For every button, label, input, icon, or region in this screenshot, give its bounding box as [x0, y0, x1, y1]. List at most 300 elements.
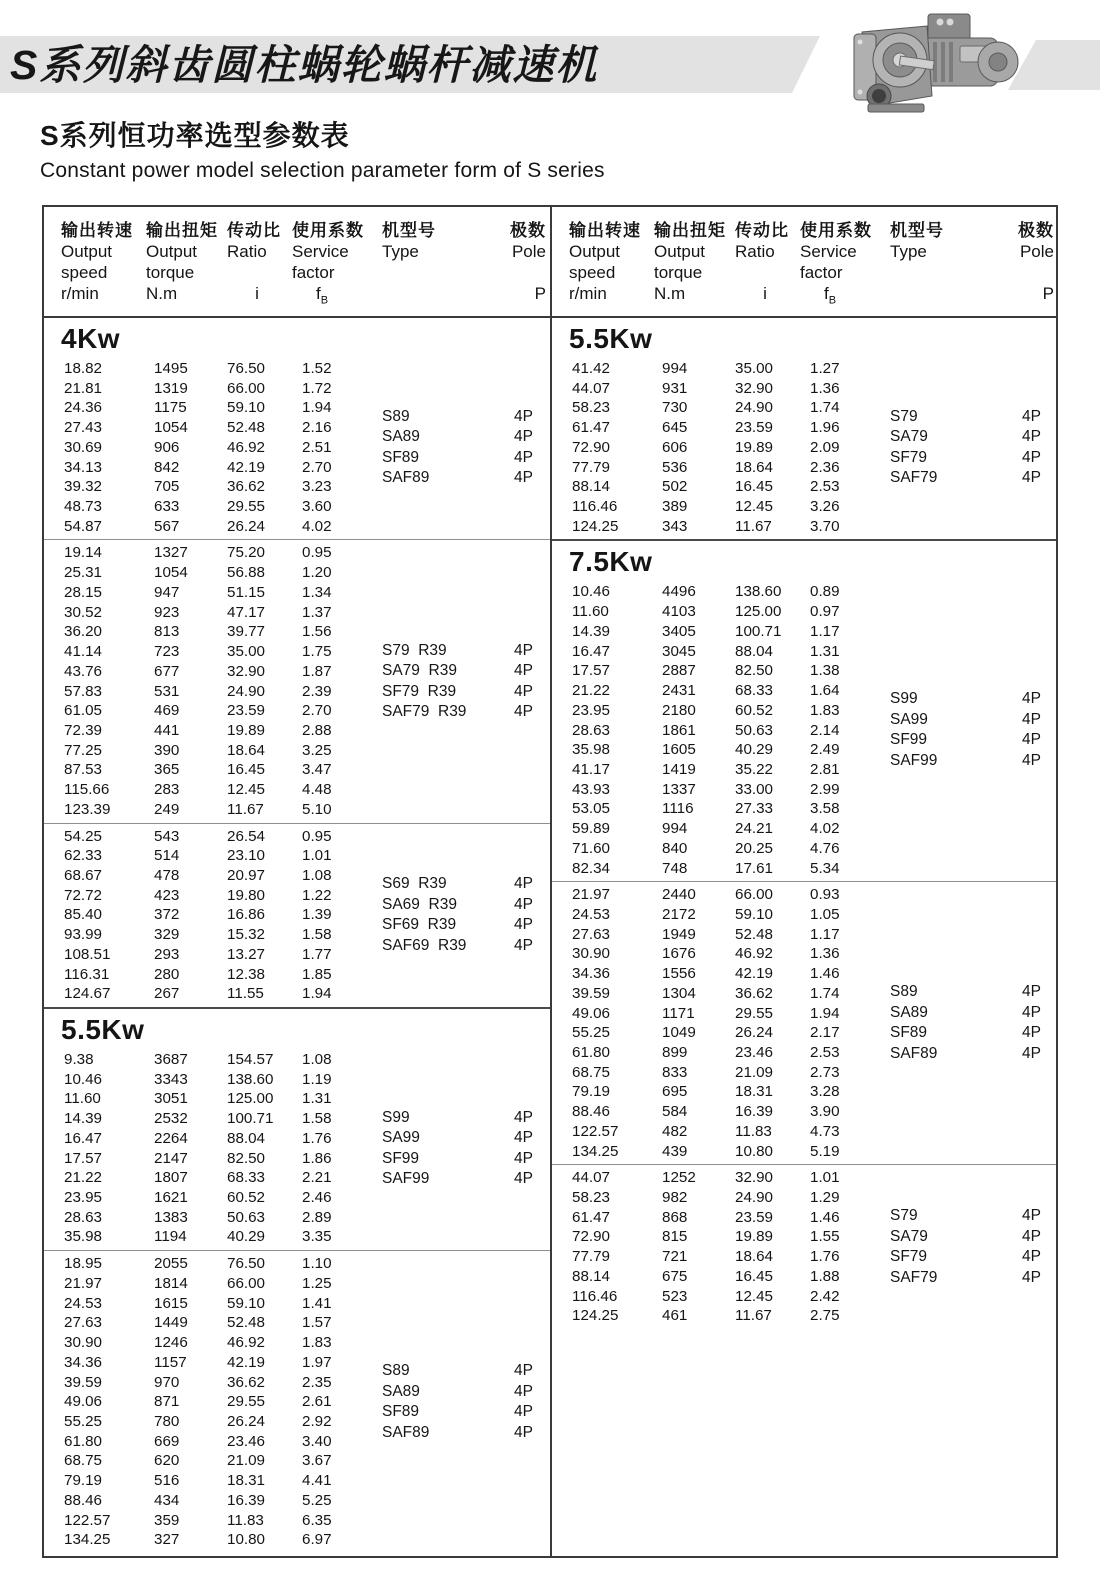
cell-output-speed: 59.89 [572, 820, 611, 838]
table-row [44, 1294, 550, 1314]
cell-output-torque: 584 [662, 1103, 688, 1121]
table-row [44, 1333, 550, 1353]
type-pole: 4P [1022, 428, 1041, 446]
data-block [44, 539, 550, 822]
type-model: S89 [382, 1362, 410, 1380]
cell-service-factor: 4.02 [302, 517, 332, 535]
cell-ratio: 16.45 [735, 478, 774, 496]
cell-output-speed: 21.81 [64, 379, 103, 397]
cell-service-factor: 0.89 [810, 583, 840, 601]
cell-ratio: 26.54 [227, 827, 266, 845]
data-block [552, 1164, 1056, 1329]
cell-service-factor: 2.49 [810, 741, 840, 759]
cell-service-factor: 4.76 [810, 839, 840, 857]
cell-output-torque: 283 [154, 781, 180, 799]
header-en2 [978, 262, 1054, 283]
cell-output-speed: 61.47 [572, 1208, 611, 1226]
type-pole: 4P [514, 469, 533, 487]
table-row [44, 760, 550, 780]
cell-service-factor: 5.25 [302, 1491, 332, 1509]
cell-output-torque: 2264 [154, 1129, 188, 1147]
cell-output-speed: 48.73 [64, 498, 103, 516]
cell-ratio: 32.90 [735, 1169, 774, 1187]
cell-output-speed: 44.07 [572, 1169, 611, 1187]
cell-output-speed: 54.25 [64, 827, 103, 845]
cell-output-speed: 58.23 [572, 399, 611, 417]
table-row [44, 721, 550, 741]
type-pole: 4P [1022, 1003, 1041, 1021]
type-group [890, 1206, 1054, 1288]
table-row [44, 1313, 550, 1333]
table-row [552, 661, 1056, 681]
type-row [890, 751, 1054, 772]
power-label: 5.5Kw [569, 323, 653, 354]
type-model: S89 [382, 407, 410, 425]
cell-output-torque: 1157 [154, 1353, 187, 1371]
cell-service-factor: 0.97 [810, 603, 840, 621]
cell-output-speed: 68.75 [64, 1452, 103, 1470]
table-row [552, 1063, 1056, 1083]
type-row [890, 1268, 1054, 1289]
cell-service-factor: 1.19 [302, 1070, 332, 1088]
cell-ratio: 82.50 [735, 662, 774, 680]
cell-service-factor: 1.55 [810, 1228, 840, 1246]
cell-output-torque: 3045 [662, 642, 696, 660]
header-unit [382, 283, 436, 304]
table-row [44, 603, 550, 623]
cell-service-factor: 3.40 [302, 1432, 332, 1450]
table-row [44, 800, 550, 820]
cell-ratio: 125.00 [735, 603, 782, 621]
cell-output-torque: 390 [154, 741, 180, 759]
cell-ratio: 29.55 [227, 1393, 266, 1411]
table-row [552, 885, 1056, 905]
cell-service-factor: 2.53 [810, 478, 840, 496]
cell-ratio: 88.04 [227, 1129, 266, 1147]
cell-ratio: 125.00 [227, 1090, 274, 1108]
cell-ratio: 23.59 [735, 419, 774, 437]
cell-ratio: 20.97 [227, 866, 266, 884]
cell-output-speed: 55.25 [64, 1412, 103, 1430]
header-unit: N.m [654, 284, 686, 303]
cell-output-torque: 1556 [662, 965, 696, 983]
cell-service-factor: 3.60 [302, 498, 332, 516]
cell-output-speed: 88.14 [572, 478, 611, 496]
cell-ratio: 11.83 [227, 1511, 264, 1529]
cell-output-torque: 645 [662, 419, 688, 437]
type-row [382, 895, 546, 916]
cell-output-speed: 77.79 [572, 1248, 611, 1266]
header-unit: r/min [61, 284, 99, 303]
header-en1: Output [146, 242, 198, 261]
cell-service-factor: 3.70 [810, 517, 840, 535]
cell-output-torque: 536 [662, 458, 688, 476]
table-row [552, 964, 1056, 984]
cell-service-factor: 2.42 [810, 1287, 840, 1305]
type-pole: 4P [514, 1403, 533, 1421]
cell-service-factor: 2.75 [810, 1307, 840, 1325]
cell-service-factor: 2.09 [810, 438, 840, 456]
cell-output-speed: 28.63 [572, 721, 611, 739]
header-en2 [735, 262, 809, 283]
cell-output-torque: 1861 [662, 721, 696, 739]
cell-output-torque: 1337 [662, 780, 696, 798]
table-row [44, 1070, 550, 1090]
cell-ratio: 24.90 [735, 1189, 774, 1207]
header-en1: Ratio [735, 242, 775, 261]
cell-service-factor: 3.26 [810, 498, 840, 516]
cell-ratio: 11.55 [227, 985, 264, 1003]
table-right-half [552, 207, 1056, 1556]
type-model: SF99 [890, 731, 928, 749]
cell-output-speed: 108.51 [64, 945, 111, 963]
cell-output-torque: 280 [154, 965, 180, 983]
header-zh: 使用系数 [292, 221, 364, 240]
cell-ratio: 16.45 [735, 1267, 774, 1285]
table-row [552, 1188, 1056, 1208]
cell-ratio: 24.21 [735, 820, 774, 838]
cell-service-factor: 5.19 [810, 1142, 840, 1160]
header-unit: r/min [569, 284, 607, 303]
power-section-5.5kw [552, 318, 1056, 539]
type-model: SA79 R39 [382, 662, 457, 679]
cell-output-torque: 3051 [154, 1090, 188, 1108]
cell-service-factor: 1.36 [810, 945, 840, 963]
type-group [382, 1108, 546, 1190]
cell-service-factor: 1.96 [810, 419, 840, 437]
cell-output-torque: 899 [662, 1044, 688, 1061]
cell-service-factor: 2.70 [302, 458, 332, 476]
table-row [44, 517, 550, 537]
cell-ratio: 29.55 [227, 498, 266, 516]
cell-output-torque: 1304 [662, 984, 696, 1002]
table-row [44, 1274, 550, 1294]
cell-ratio: 26.24 [227, 517, 266, 535]
type-group [382, 407, 546, 489]
cell-output-torque: 1049 [662, 1024, 696, 1042]
cell-output-speed: 14.39 [64, 1110, 103, 1128]
cell-ratio: 35.00 [227, 643, 266, 661]
table-row [44, 543, 550, 563]
cell-output-torque: 730 [662, 399, 688, 417]
cell-ratio: 60.52 [227, 1189, 266, 1207]
cell-output-speed: 43.76 [64, 662, 103, 680]
cell-service-factor: 3.25 [302, 741, 332, 759]
cell-output-speed: 124.25 [572, 517, 619, 535]
cell-output-speed: 55.25 [572, 1024, 611, 1042]
type-model: SF79 R39 [382, 682, 457, 700]
cell-output-speed: 61.05 [64, 702, 103, 720]
header-zh: 极数 [1018, 221, 1054, 240]
cell-output-speed: 116.46 [572, 1287, 618, 1305]
cell-output-speed: 30.52 [64, 603, 103, 621]
cell-ratio: 35.22 [735, 760, 774, 778]
header-en1: Output [569, 242, 621, 261]
cell-ratio: 40.29 [735, 741, 774, 759]
type-pole: 4P [1022, 710, 1041, 728]
cell-output-torque: 620 [154, 1452, 180, 1470]
cell-ratio: 18.64 [735, 1248, 774, 1266]
cell-service-factor: 2.16 [302, 419, 332, 437]
header-en2: torque [146, 263, 195, 282]
type-row [890, 730, 1054, 751]
cell-service-factor: 4.02 [810, 820, 840, 838]
cell-output-torque: 543 [154, 827, 180, 845]
cell-output-speed: 34.36 [64, 1353, 103, 1371]
cell-output-speed: 21.22 [64, 1169, 103, 1187]
header-col-ratio [735, 220, 809, 304]
header-zh: 输出转速 [569, 221, 641, 240]
cell-ratio: 23.46 [227, 1432, 266, 1450]
header-en1: Output [61, 242, 113, 261]
cell-ratio: 18.64 [735, 458, 774, 476]
cell-output-torque: 606 [662, 438, 688, 456]
cell-service-factor: 1.94 [302, 399, 332, 417]
cell-service-factor: 5.34 [810, 859, 840, 877]
table-row [44, 741, 550, 761]
cell-output-speed: 87.53 [64, 761, 103, 779]
cell-service-factor: 3.58 [810, 800, 840, 818]
type-row [890, 1227, 1054, 1248]
cell-output-speed: 122.57 [64, 1511, 111, 1529]
cell-service-factor: 1.01 [810, 1169, 840, 1187]
cell-output-torque: 3687 [154, 1051, 188, 1068]
type-row [382, 1382, 546, 1403]
type-model: SAF99 [382, 1170, 430, 1188]
cell-output-torque: 516 [154, 1472, 180, 1490]
header-en1: Output [654, 242, 706, 261]
type-model: SAF79 [890, 469, 938, 487]
table-row [44, 1050, 550, 1070]
type-row [382, 468, 546, 489]
table-row [552, 944, 1056, 964]
cell-output-torque: 4496 [662, 583, 696, 601]
cell-output-torque: 1054 [154, 564, 188, 582]
cell-output-speed: 25.31 [64, 564, 103, 582]
cell-service-factor: 2.21 [302, 1169, 332, 1187]
type-row [382, 641, 546, 662]
cell-ratio: 12.45 [735, 1287, 774, 1305]
type-model: S79 R39 [382, 641, 447, 659]
cell-output-speed: 30.90 [572, 945, 611, 963]
cell-output-speed: 134.25 [572, 1142, 619, 1160]
cell-output-torque: 1194 [154, 1228, 187, 1246]
table-row [552, 1102, 1056, 1122]
header-zh: 传动比 [227, 221, 281, 240]
cell-output-torque: 1327 [154, 544, 188, 562]
cell-ratio: 13.27 [227, 945, 266, 963]
cell-output-speed: 72.72 [64, 886, 103, 904]
cell-output-torque: 359 [154, 1511, 180, 1529]
cell-service-factor: 2.89 [302, 1208, 332, 1226]
cell-output-torque: 669 [154, 1432, 180, 1450]
table-row [44, 379, 550, 399]
cell-ratio: 68.33 [735, 682, 774, 700]
cell-service-factor: 1.87 [302, 662, 332, 680]
cell-output-torque: 3405 [662, 622, 696, 640]
header-en2: factor [800, 263, 843, 282]
cell-output-speed: 79.19 [572, 1083, 611, 1101]
cell-ratio: 24.90 [227, 682, 266, 700]
cell-service-factor: 3.23 [302, 478, 332, 496]
type-model: S99 [890, 690, 918, 708]
cell-output-speed: 62.33 [64, 847, 103, 865]
header-col-ratio [227, 220, 301, 304]
cell-output-speed: 41.42 [572, 360, 611, 377]
cell-output-torque: 675 [662, 1267, 688, 1285]
cell-output-torque: 1383 [154, 1208, 188, 1226]
type-pole: 4P [514, 936, 533, 954]
cell-output-speed: 79.19 [64, 1472, 103, 1490]
cell-ratio: 20.25 [735, 839, 774, 857]
type-model: SF79 [890, 448, 928, 466]
cell-ratio: 11.67 [227, 800, 264, 818]
cell-ratio: 16.39 [735, 1103, 774, 1121]
data-block [44, 1250, 550, 1553]
table-row [44, 1089, 550, 1109]
cell-output-torque: 441 [154, 721, 180, 739]
type-pole: 4P [1022, 1248, 1041, 1266]
table-row [552, 379, 1056, 399]
cell-service-factor: 2.39 [302, 682, 332, 700]
cell-ratio: 59.10 [735, 905, 774, 923]
cell-ratio: 46.92 [227, 438, 266, 456]
page-heading [40, 114, 605, 183]
data-block [552, 881, 1056, 1164]
type-pole: 4P [1022, 407, 1041, 425]
power-label: 4Kw [61, 323, 121, 354]
type-group [890, 689, 1054, 771]
cell-output-torque: 868 [662, 1208, 688, 1226]
cell-output-speed: 49.06 [64, 1393, 103, 1411]
cell-output-speed: 54.87 [64, 517, 103, 535]
cell-output-torque: 721 [662, 1248, 688, 1266]
cell-service-factor: 4.73 [810, 1122, 840, 1140]
cell-service-factor: 1.37 [302, 603, 332, 621]
type-group [890, 982, 1054, 1064]
page-banner [0, 0, 1100, 130]
cell-output-speed: 41.14 [64, 643, 103, 661]
cell-output-speed: 61.47 [572, 419, 611, 437]
cell-output-speed: 35.98 [572, 741, 611, 759]
type-row [890, 1247, 1054, 1268]
header-unit: P [534, 284, 546, 303]
cell-ratio: 11.67 [735, 517, 772, 535]
cell-output-speed: 24.36 [64, 399, 103, 417]
cell-service-factor: 3.35 [302, 1228, 332, 1246]
header-zh: 传动比 [735, 221, 789, 240]
type-pole: 4P [514, 1149, 533, 1167]
cell-ratio: 23.59 [227, 702, 266, 720]
cell-output-torque: 677 [154, 662, 180, 680]
header-col-type [890, 220, 944, 304]
cell-output-torque: 502 [662, 478, 688, 496]
cell-ratio: 39.77 [227, 623, 266, 641]
cell-output-speed: 68.67 [64, 866, 103, 884]
cell-output-speed: 72.90 [572, 438, 611, 456]
table-row [44, 497, 550, 517]
cell-output-speed: 49.06 [572, 1004, 611, 1022]
cell-service-factor: 6.97 [302, 1531, 332, 1549]
table-row [552, 819, 1056, 839]
type-group [890, 407, 1054, 489]
header-en2: torque [654, 263, 703, 282]
type-pole: 4P [1022, 1044, 1041, 1062]
cell-output-speed: 16.47 [572, 642, 611, 660]
cell-ratio: 12.38 [227, 965, 266, 983]
cell-ratio: 88.04 [735, 642, 774, 660]
cell-service-factor: 1.39 [302, 906, 332, 924]
table-row [552, 1306, 1056, 1326]
cell-service-factor: 2.35 [302, 1373, 332, 1391]
table-row [552, 859, 1056, 879]
cell-output-torque: 1676 [662, 945, 696, 963]
type-row [382, 661, 546, 682]
page-subtitle: Constant power model selection parameter form of S series [40, 159, 605, 182]
cell-output-speed: 44.07 [572, 379, 611, 397]
cell-output-torque: 1319 [154, 379, 188, 397]
type-row [890, 448, 1054, 469]
table-row [44, 1188, 550, 1208]
power-label: 7.5Kw [569, 546, 653, 578]
table-row [44, 1227, 550, 1247]
cell-ratio: 10.80 [735, 1142, 774, 1160]
cell-output-speed: 23.95 [64, 1189, 103, 1207]
type-row [382, 1361, 546, 1382]
cell-ratio: 27.33 [735, 800, 774, 818]
cell-service-factor: 1.46 [810, 1208, 840, 1226]
cell-output-torque: 3343 [154, 1070, 188, 1088]
cell-output-torque: 434 [154, 1491, 180, 1509]
cell-output-speed: 41.17 [572, 760, 611, 778]
cell-output-torque: 947 [154, 583, 180, 601]
header-en1: Service [292, 242, 349, 261]
cell-output-speed: 53.05 [572, 800, 611, 818]
cell-ratio: 24.90 [735, 399, 774, 417]
header-unit-sub: B [828, 294, 837, 307]
cell-ratio: 21.09 [735, 1063, 774, 1081]
cell-ratio: 16.45 [227, 761, 266, 779]
cell-output-torque: 2440 [662, 886, 696, 904]
cell-ratio: 32.90 [227, 662, 266, 680]
type-pole: 4P [514, 1362, 533, 1380]
cell-output-speed: 28.63 [64, 1208, 103, 1226]
cell-output-torque: 705 [154, 478, 180, 496]
cell-ratio: 19.89 [735, 1228, 774, 1246]
cell-output-torque: 4103 [662, 603, 696, 621]
cell-output-speed: 17.57 [64, 1149, 103, 1167]
type-row [382, 1423, 546, 1444]
type-pole: 4P [1022, 751, 1041, 769]
cell-output-speed: 27.63 [64, 1314, 103, 1332]
cell-service-factor: 1.46 [810, 965, 840, 983]
cell-output-speed: 11.60 [64, 1090, 101, 1108]
type-row [890, 427, 1054, 448]
table-row [44, 1451, 550, 1471]
type-model: SAF69 R39 [382, 936, 467, 954]
cell-service-factor: 1.57 [302, 1314, 332, 1332]
type-model: SF99 [382, 1149, 420, 1167]
cell-output-torque: 2172 [662, 905, 696, 923]
cell-output-torque: 906 [154, 438, 180, 456]
cell-service-factor: 3.67 [302, 1452, 332, 1470]
banner-title: S系列斜齿圆柱蜗轮蜗杆减速机 [10, 42, 599, 88]
cell-ratio: 11.83 [735, 1122, 772, 1140]
table-row [552, 905, 1056, 925]
cell-service-factor: 3.90 [810, 1103, 840, 1121]
header-zh: 机型号 [382, 221, 436, 240]
cell-output-speed: 30.90 [64, 1334, 103, 1352]
